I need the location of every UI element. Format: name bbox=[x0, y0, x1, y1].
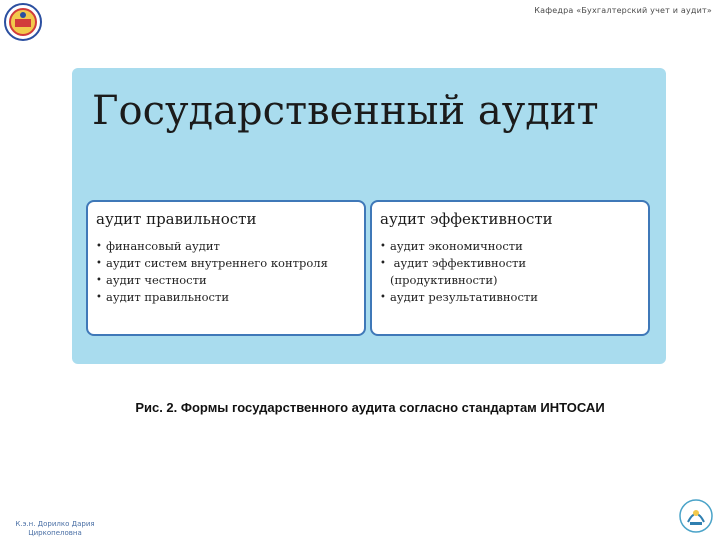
list-item: • аудит правильности bbox=[96, 289, 328, 306]
right-category-box bbox=[370, 200, 650, 336]
right-box-list bbox=[380, 238, 538, 306]
university-logo-icon bbox=[4, 3, 42, 41]
list-item: • аудит результативности bbox=[380, 289, 538, 306]
author-line-2: Циркопеловна bbox=[28, 529, 82, 537]
list-item: • аудит систем внутреннего контроля bbox=[96, 255, 328, 272]
author-line-1: К.э.н. Дорилко Дария bbox=[15, 520, 95, 528]
figure-caption: Рис. 2. Формы государственного аудита согласно стандартам ИНТОСАИ bbox=[135, 400, 605, 415]
left-box-heading: аудит правильности bbox=[96, 210, 257, 228]
list-item: • аудит честности bbox=[96, 272, 328, 289]
left-box-list bbox=[96, 238, 328, 306]
slide-title: Государственный аудит bbox=[92, 88, 599, 134]
department-header: Кафедра «Бухгалтерский учет и аудит» bbox=[534, 6, 712, 15]
faculty-emblem-icon bbox=[678, 498, 714, 534]
right-box-heading: аудит эффективности bbox=[380, 210, 553, 228]
list-item: • аудит эффективности (продуктивности) bbox=[380, 255, 538, 289]
author-credit bbox=[6, 520, 104, 538]
left-category-box bbox=[86, 200, 366, 336]
list-item: • финансовый аудит bbox=[96, 238, 328, 255]
list-item: • аудит экономичности bbox=[380, 238, 538, 255]
